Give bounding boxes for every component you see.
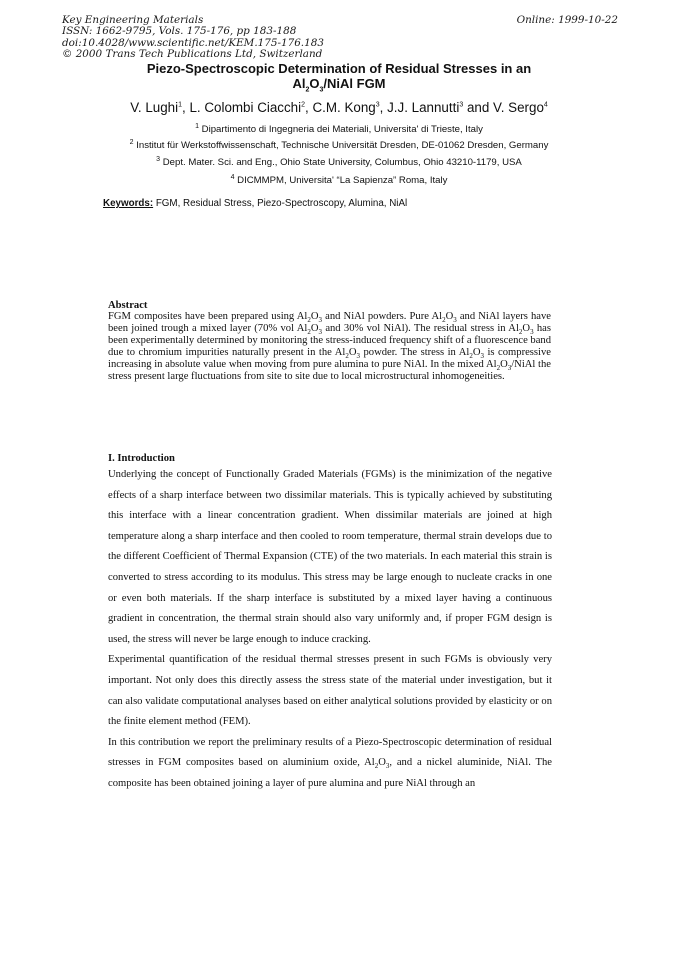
section-heading-introduction: I. Introduction	[108, 453, 175, 464]
introduction-body	[108, 465, 552, 795]
issn-line: ISSN: 1662-9795, Vols. 175-176, pp 183-188	[62, 25, 297, 38]
affiliation: $^3$ Dept. Mater. Sci. and Eng., Ohio State University, Columbus, Ohio 43210-1179, USA	[156, 155, 522, 168]
keywords-text: FGM, Residual Stress, Piezo-Spectroscopy, Alumina, NiAl	[155, 198, 408, 209]
online-date: Online: 1999-10-22	[516, 14, 618, 26]
author: J.J. Lannutti	[387, 100, 460, 115]
doi-link[interactable]: doi:10.4028/www.scientific.net/KEM.175-176.183	[62, 36, 324, 49]
author: L. Colombi Ciacchi	[189, 100, 302, 115]
paper-title-line-1	[0, 61, 678, 76]
author-list: V. Lughi$^1$, L. Colombi Ciacchi$^2$, C.M. Kong$^3$, J.J. Lannutti$^3$ and V. Sergo$^4$	[130, 100, 548, 115]
paper-title-text: Piezo-Spectroscopic Determination of Residual Stresses in an	[146, 61, 532, 76]
paragraph: Underlying the concept of Functionally Graded Materials (FGMs) is the minimization of the negative effects of a sharp interface between two dissimilar materials. This is typically achieved by substituting this interface with a linear concentration gradient. When dissimilar materials are joined at high temperature along a sharp interface and then cooled to room temperature, thermal strain develops due to the different Coefficient of Thermal Expansion (CTE) of the two materials. In each material this strain is converted to stress according to its modulus. This stress may be large enough to nucleate cracks in one or even both materials. If the sharp interface is substituted by a mixed layer having a continuous gradient in concentration, the thermal strain should also vary uniformly and, if proper FGM design is used, the stress will never be large enough to induce cracking.	[108, 469, 552, 645]
abstract-heading: Abstract	[108, 300, 148, 311]
affiliation: $^1$ Dipartimento di Ingegneria dei Materiali, Universita' di Trieste, Italy	[195, 122, 483, 135]
keywords-label: Keywords:	[103, 198, 154, 209]
author: V. Lughi	[130, 100, 179, 115]
paragraph: Experimental quantification of the residual thermal stresses present in such FGMs is obviously very important. Not only does this directly assess the stress state of the material under investigation, but it can also validate computational analyses based on either analytical solutions provided by elasticity or on the finite element method (FEM).	[108, 654, 552, 728]
abstract-body: FGM composites have been prepared using $Al_2O_3$ and NiAl powders. Pure $Al_2O_3$ and NiAl layers have been joined trough a mixed layer (70% vol $Al_2O_3$ and 30% vol NiAl). The residual stress in $Al_2O_3$ has been experimentally determined by monitoring the stress-induced frequency shift of a fluorescence band due to chromium impurities naturally present in the $Al_2O_3$ powder. The stress in $Al_2O_3$ is compressive increasing in absolute value when moving from pure alumina to pure NiAl. In the mixed $Al_2O_3$/NiAl the stress present large fluctuations from site to site due to local microstructural inhomogeneities.	[108, 311, 552, 383]
affiliation: $^2$ Institut für Werkstoffwissenschaft, Technische Universität Dresden, DE-01062 Dresden, Germany	[129, 138, 549, 151]
running-header	[62, 15, 324, 61]
copyright-line: © 2000 Trans Tech Publications Ltd, Switzerland	[62, 48, 323, 61]
author: V. Sergo	[493, 100, 544, 115]
affiliation: $^4$ DICMMPM, Universita' “La Sapienza” Roma, Italy	[230, 173, 448, 186]
paper-title-line-2: $Al_2O_3$/NiAl FGM	[292, 76, 386, 94]
paragraph: In this contribution we report the preliminary results of a Piezo-Spectroscopic determination of residual stresses in FGM composites based on aluminium oxide, $Al_2O_3$, and a nickel aluminide, NiAl. The composite has been obtained joining a layer of pure alumina and pure NiAl through an	[108, 736, 552, 789]
author: C.M. Kong	[312, 100, 376, 115]
journal-name: Key Engineering Materials	[62, 14, 204, 26]
keywords	[103, 198, 407, 209]
